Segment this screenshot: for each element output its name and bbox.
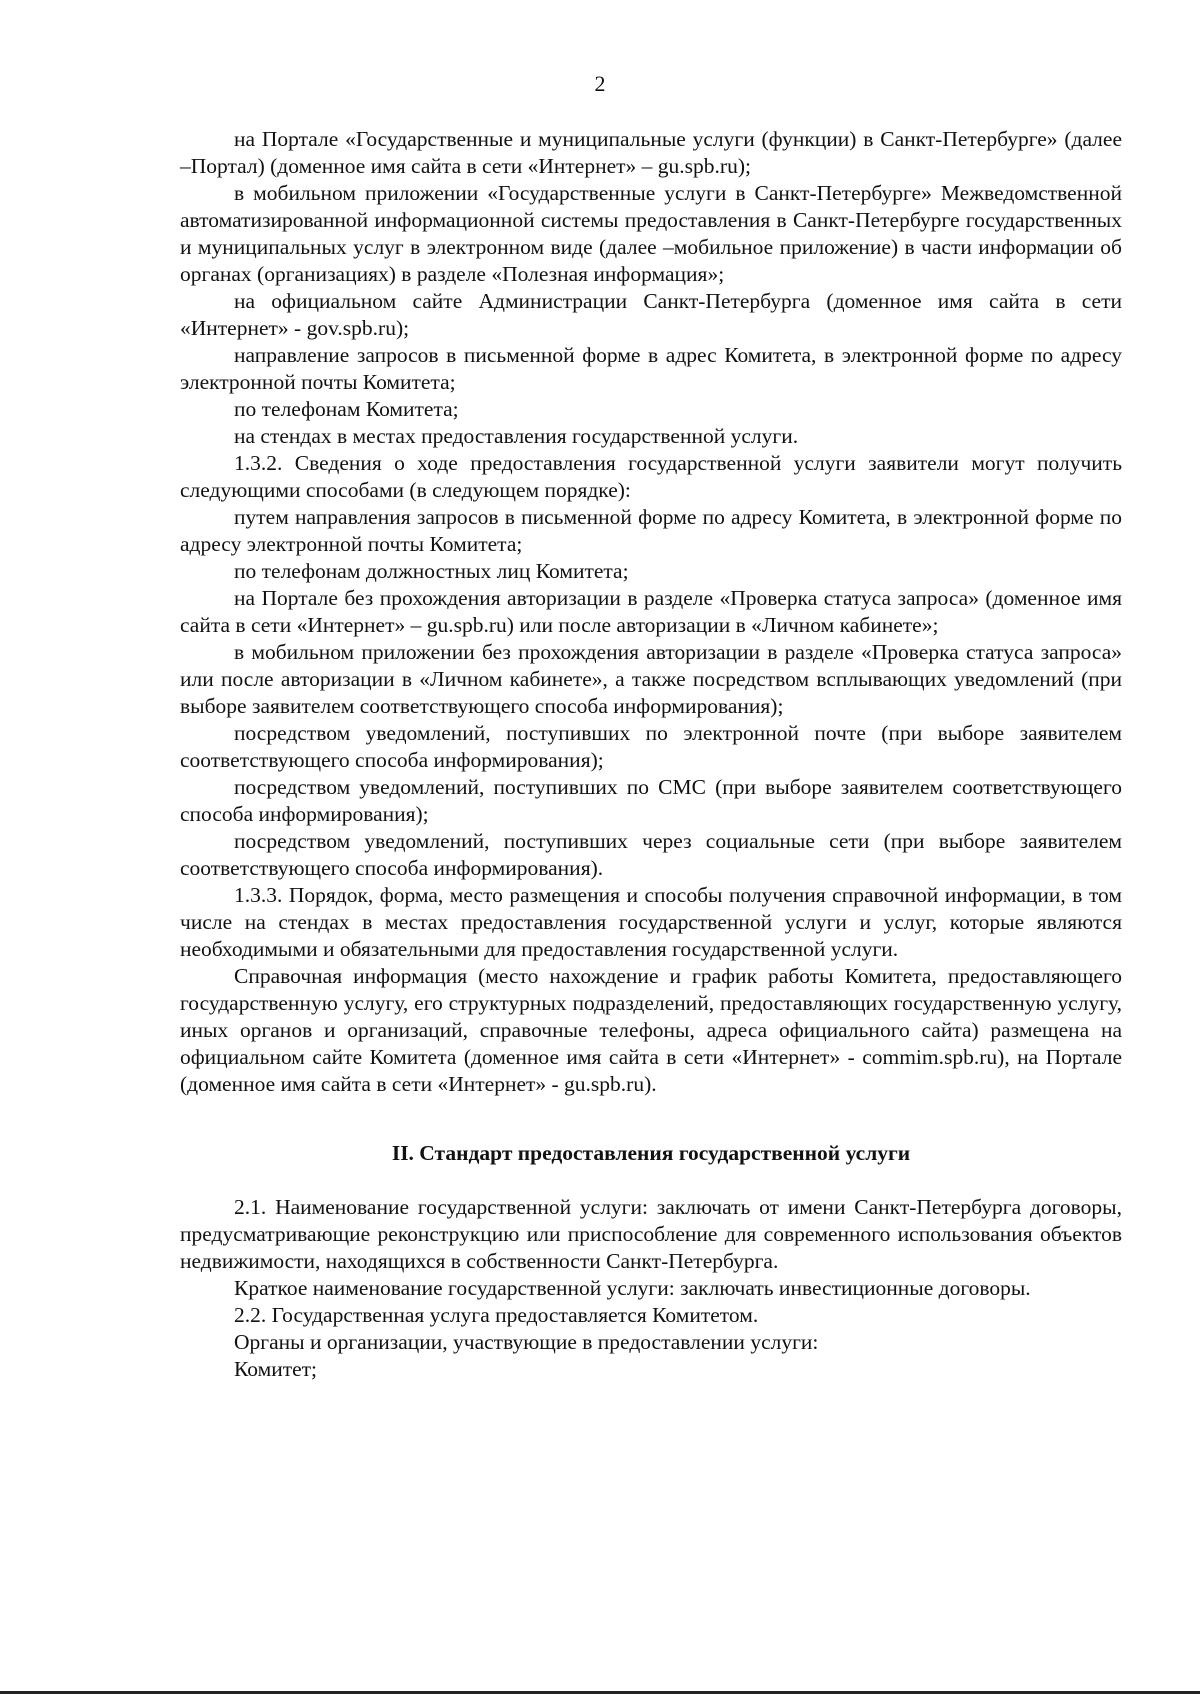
paragraph: в мобильном приложении без прохождения авторизации в разделе «Проверка статуса запроса» или после авторизации в «Личном кабинете», а также посредством всплывающих уведомлений (при выборе заявителем соответствующего способа информирования); bbox=[180, 640, 1122, 718]
section-spacer bbox=[180, 1098, 1122, 1140]
section-heading: II. Стандарт предоставления государственной услуги bbox=[391, 1141, 911, 1165]
paragraph: Органы и организации, участвующие в предоставлении услуги: bbox=[234, 1330, 819, 1354]
document-body bbox=[180, 126, 1122, 1383]
paragraph: 1.3.3. Порядок, форма, место размещения и способы получения справочной информации, в том числе на стендах в местах предоставления государственной услуги и услуг, которые являются необходимыми и обязательными для предоставления государственной услуги. bbox=[180, 883, 1122, 961]
paragraph: 2.1. Наименование государственной услуги: заключать от имени Санкт-Петербурга договоры, предусматривающие реконструкцию или приспособление для современного использования объектов недвижимости, находящихся в собственности Санкт-Петербурга. bbox=[180, 1195, 1122, 1273]
paragraph: на стендах в местах предоставления государственной услуги. bbox=[234, 424, 799, 448]
paragraph: по телефонам должностных лиц Комитета; bbox=[234, 559, 629, 583]
page-number: 2 bbox=[594, 71, 606, 96]
paragraph: на официальном сайте Администрации Санкт-Петербурга (доменное имя сайта в сети «Интернет» - gov.spb.ru); bbox=[180, 289, 1122, 340]
paragraph: Краткое наименование государственной услуги: заключать инвестиционные договоры. bbox=[234, 1276, 1031, 1300]
paragraph: направление запросов в письменной форме в адрес Комитета, в электронной форме по адресу электронной почты Комитета; bbox=[180, 343, 1122, 394]
paragraph: Справочная информация (место нахождение и график работы Комитета, предоставляющего государственную услугу, его структурных подразделений, предоставляющих государственную услугу, иных органов и организаций, справочные телефоны, адреса официального сайта) размещена на официальном сайте Комитета (доменное имя сайта в сети «Интернет» - commim.spb.ru), на Портале (доменное имя сайта в сети «Интернет» - gu.spb.ru). bbox=[180, 964, 1122, 1096]
paragraph: путем направления запросов в письменной форме по адресу Комитета, в электронной форме по адресу электронной почты Комитета; bbox=[180, 505, 1122, 556]
paragraph: 2.2. Государственная услуга предоставляется Комитетом. bbox=[234, 1303, 759, 1327]
paragraph: 1.3.2. Сведения о ходе предоставления государственной услуги заявители могут получить следующими способами (в следующем порядке): bbox=[180, 451, 1122, 502]
section-spacer bbox=[180, 1167, 1122, 1194]
paragraph: посредством уведомлений, поступивших через социальные сети (при выборе заявителем соответствующего способа информирования). bbox=[180, 829, 1122, 880]
paragraph: посредством уведомлений, поступивших по СМС (при выборе заявителем соответствующего способа информирования); bbox=[180, 775, 1122, 826]
paragraph: Комитет; bbox=[234, 1357, 318, 1381]
paragraph: по телефонам Комитета; bbox=[234, 397, 459, 421]
paragraph: посредством уведомлений, поступивших по электронной почте (при выборе заявителем соответствующего способа информирования); bbox=[180, 721, 1122, 772]
paragraph: в мобильном приложении «Государственные услуги в Санкт-Петербурге» Межведомственной автоматизированной информационной системы предоставления в Санкт-Петербурге государственных и муниципальных услуг в электронном виде (далее –мобильное приложение) в части информации об органах (организациях) в разделе «Полезная информация»; bbox=[180, 181, 1122, 286]
paragraph: на Портале без прохождения авторизации в разделе «Проверка статуса запроса» (доменное имя сайта в сети «Интернет» – gu.spb.ru) или после авторизации в «Личном кабинете»; bbox=[180, 586, 1122, 637]
paragraph: на Портале «Государственные и муниципальные услуги (функции) в Санкт-Петербурге» (далее –Портал) (доменное имя сайта в сети «Интернет» – gu.spb.ru); bbox=[180, 127, 1122, 178]
